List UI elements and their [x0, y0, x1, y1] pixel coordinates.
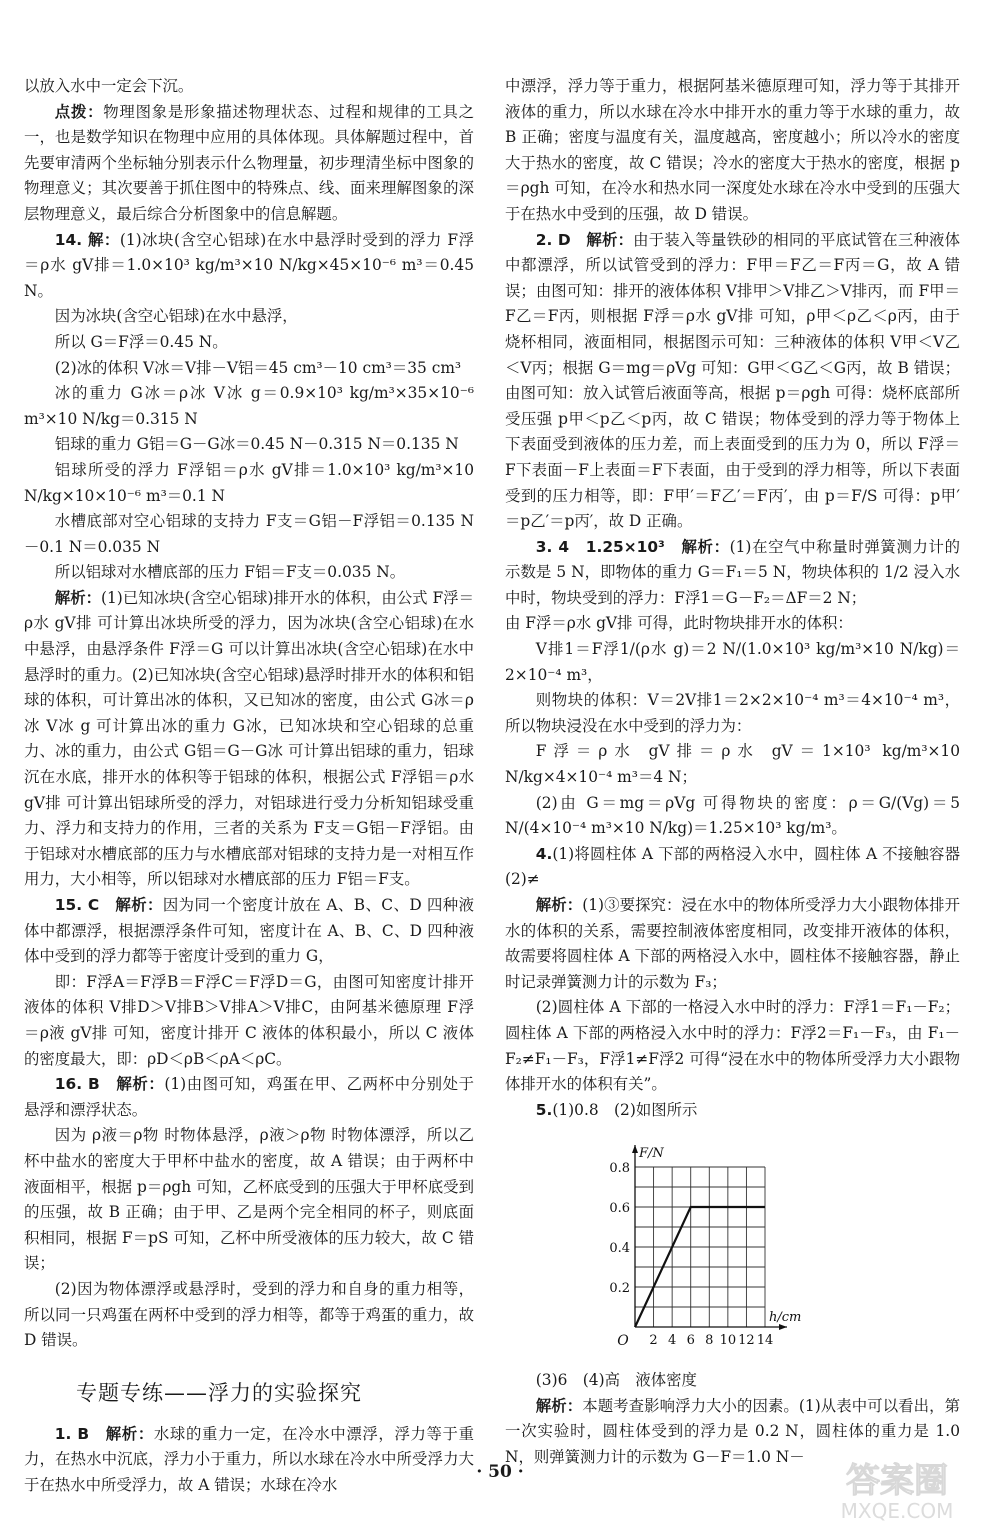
- paragraph-label: 解析：: [535, 896, 583, 914]
- paragraph-text: 由 F浮＝ρ水 gV排 可得，此时物块排开水的体积：: [505, 614, 853, 633]
- paragraph-label: 4.: [535, 844, 553, 863]
- paragraph-l6: [24, 356, 474, 382]
- left-column: [24, 74, 474, 1498]
- paragraph-label: 16. B 解析：: [54, 1075, 165, 1094]
- paragraph-text: 铝球所受的浮力 F浮铝＝ρ水 gV排＝1.0×10³ kg/m³×10 N/kg×10×10⁻⁶ m³＝0.1 N: [24, 460, 474, 505]
- paragraph-text: 物理图象是形象描述物理状态、过程和规律的工具之一，也是数学知识在物理中应用的具体体现。具体解题过程中，首先要审清两个坐标轴分别表示什么物理量，初步理清坐标中图象的物理意义；其次要善于抓住图中的特殊点、线、面来理解图象的深层物理意义，最后综合分析图象中的信息解题。: [24, 102, 474, 223]
- paragraph-l13: [24, 893, 474, 970]
- paragraph-text: 因为冰块(含空心铝球)在水中悬浮，: [54, 307, 298, 326]
- watermark-line2: MXQE.COM: [840, 1499, 954, 1522]
- paragraph-l1: [24, 74, 474, 100]
- paragraph-label: 15. C 解析：: [54, 896, 163, 914]
- right-paragraphs: [505, 74, 976, 1123]
- paragraph-text: 由于装入等量铁砂的相同的平底试管在三种液体中都漂浮，所以试管受到的浮力：F甲＝F乙＝F丙＝G，故 A 错误；由图可知：排开的液体体积 V排甲＞V排乙＞V排丙，而 F甲＝F乙＝F丙，则根据 F浮＝ρ水 gV排 可知，ρ甲＜ρ乙＜ρ丙，由于烧杯相同，液面相同，根据图示可知：三种液体的体积 V甲＜V乙＜V丙；根据 G＝mg＝ρVg 可知：G甲＜G乙＜G丙，故 B 错误；由图可知：放入试管后液面等高，根据 p＝ρgh 可得：烧杯底部所受压强 p甲＜p乙＜p丙，故 C 错误；物体受到的浮力等于物体上下表面受到液体的压力差，而上表面受到的压力为 0，所以 F浮＝F下表面－F上表面＝F下表面，由于受到的浮力相等，所以下表面受到的压力相等，即：F甲′＝F乙′＝F丙′，由 p＝F/S 可得：p甲′＝p乙′＝p丙′，故 D 正确。: [505, 230, 960, 531]
- paragraph-l18: [24, 1422, 474, 1499]
- paragraph-text: (2)因为物体漂浮或悬浮时，受到的浮力和自身的重力相等，所以同一只鸡蛋在两杯中受到的浮力相等，都等于鸡蛋的重力，故 D 错误。: [24, 1279, 474, 1350]
- y-tick-label: 0.8: [609, 1161, 630, 1177]
- y-axis-label: F/N: [639, 1146, 664, 1162]
- paragraph-r10: [505, 893, 960, 995]
- paragraph-r2: [505, 228, 960, 535]
- paragraph-text: 所以铝球对水槽底部的压力 F铝＝F支＝0.035 N。: [54, 563, 406, 582]
- watermark-line1: 答案圈: [846, 1461, 948, 1501]
- paragraph-text: 水球的重力一定，在冷水中漂浮，浮力等于重力，在热水中沉底，浮力小于重力，所以水球在冷水中所受浮力大于在热水中所受浮力，故 A 错误；水球在冷水: [24, 1424, 474, 1494]
- y-axis-arrow: [632, 1145, 638, 1153]
- paragraph-label: 3. 4 1.25×10³ 解析：: [535, 537, 730, 556]
- x-tick-label: 4: [668, 1333, 677, 1349]
- paragraph-text: (1)在空气中称量时弹簧测力计的示数是 5 N，即物体的重力 G＝F₁＝5 N，物块体积的 1/2 浸入水中时，物块受到的浮力：F浮1＝G－F₂＝ΔF＝2 N；: [505, 537, 960, 607]
- paragraph-r4: [505, 611, 960, 637]
- paragraph-text: F浮＝ρ水 gV排＝ρ水 gV＝1×10³ kg/m³×10 N/kg×4×10⁻⁴ m³＝4 N；: [505, 742, 960, 787]
- paragraph-l14: [24, 970, 474, 1072]
- x-tick-label: 6: [686, 1333, 695, 1349]
- x-tick-label: 10: [719, 1333, 737, 1349]
- paragraph-text: (1)冰块(含空心铝球)在水中悬浮时受到的浮力 F浮＝ρ水 gV排＝1.0×10³ kg/m³×10 N/kg×45×10⁻⁶ m³＝0.45 N。: [24, 230, 475, 300]
- paragraph-l5: [24, 330, 474, 356]
- paragraph-r5: [505, 637, 960, 688]
- paragraph-l10: [24, 509, 474, 560]
- paragraph-label: 解析：: [54, 588, 102, 607]
- right-column: [505, 74, 976, 1470]
- paragraph-text: 以放入水中一定会下沉。: [24, 77, 194, 95]
- section-title: 专题专练——浮力的实验探究: [76, 1380, 362, 1405]
- y-tick-label: 0.4: [609, 1241, 630, 1257]
- paragraph-l7: [24, 381, 474, 432]
- paragraph-r6: [505, 688, 960, 739]
- paragraph-text: 冰的重力 G冰＝ρ冰 V冰 g＝0.9×10³ kg/m³×35×10⁻⁶ m³×10 N/kg＝0.315 N: [24, 384, 474, 428]
- paragraph-text: (1)③要探究：浸在水中的物体所受浮力大小跟物体排开水的体积的关系，需要控制液体密度相同，改变排开液体的体积，故需要将圆柱体 A 下部的两格浸入水中，圆柱体不接触容器，静止时记录弹簧测力计的示数为 F₃；: [505, 896, 960, 991]
- paragraph-r3: [505, 535, 960, 612]
- paragraph-l12: [24, 586, 474, 893]
- force-depth-chart: [595, 1127, 960, 1366]
- paragraph-label: 1. B 解析：: [54, 1424, 154, 1443]
- right-after-chart: [505, 1368, 960, 1470]
- x-tick-label: 14: [756, 1333, 774, 1349]
- paragraph-r1: [505, 74, 960, 228]
- paragraph-text: (1)0.8 (2)如图所示: [552, 1100, 698, 1119]
- paragraph-l4: [24, 304, 474, 330]
- paragraph-text: V排1＝F浮1/(ρ水 g)＝2 N/(1.0×10³ kg/m³×10 N/kg)＝2×10⁻⁴ m³，: [505, 640, 960, 684]
- paragraph-label: 5.: [535, 1100, 553, 1119]
- x-tick-label: 12: [738, 1333, 755, 1349]
- paragraph-text: (1)已知冰块(含空心铝球)排开水的体积，由公式 F浮＝ρ水 gV排 可计算出冰块所受的浮力，因为冰块(含空心铝球)在水中悬浮，由悬浮条件 F浮＝G 可以计算出冰块(含空心铝球)在水中悬浮时的重力。(2)已知冰块(含空心铝球)悬浮时排开水的体积和铝球的体积，可计算出冰的体积，又已知冰的密度，由公式 G冰＝ρ冰 V冰 g 可计算出冰的重力 G冰，已知冰块和空心铝球的总重力、冰的重力，由公式 G铝＝G－G冰 可计算出铝球的重力，铝球沉在水底，排开水的体积等于铝球的体积，根据公式 F浮铝＝ρ水 gV排 可计算出铝球所受的浮力，对铝球进行受力分析知铝球受重力、浮力和支持力的作用，三者的关系为 F支＝G铝－F浮铝。由于铝球对水槽底部的压力与水槽底部对铝球的支持力是一对相互作用力，大小相等，所以铝球对水槽底部的压力 F铝＝F支。: [24, 588, 474, 889]
- paragraph-text: (3)6 (4)高 液体密度: [535, 1370, 697, 1389]
- x-axis-label: h/cm: [769, 1310, 802, 1326]
- origin-label: O: [617, 1333, 629, 1350]
- left-after-title: [24, 1422, 474, 1499]
- paragraph-text: (1)由图可知，鸡蛋在甲、乙两杯中分别处于悬浮和漂浮状态。: [24, 1075, 474, 1119]
- paragraph-r12: [505, 1098, 960, 1124]
- paragraph-r11: [505, 995, 960, 1097]
- paragraph-text: 即：F浮A＝F浮B＝F浮C＝F浮D＝G，由图可知密度计排开液体的体积 V排D＞V排B＞V排A＞V排C，由阿基米德原理 F浮＝ρ液 gV排 可知，密度计排开 C 液体的体积最小，所以 C 液体的密度最大，即：ρD＜ρB＜ρA＜ρC。: [24, 972, 474, 1068]
- x-tick-label: 8: [705, 1333, 714, 1349]
- page-number: · 50 ·: [476, 1462, 524, 1482]
- paragraph-label: 解析：: [535, 1396, 583, 1415]
- paragraph-text: 所以 G＝F浮＝0.45 N。: [54, 332, 228, 351]
- paragraph-l15: [24, 1072, 474, 1123]
- paragraph-l11: [24, 560, 474, 586]
- paragraph-l2: [24, 100, 474, 228]
- left-paragraphs: [24, 74, 474, 1354]
- y-tick-label: 0.6: [609, 1201, 630, 1217]
- y-tick-label: 0.2: [609, 1281, 630, 1297]
- chart-svg: [595, 1127, 825, 1357]
- paragraph-text: 因为 ρ液＝ρ物 时物体悬浮，ρ液＞ρ物 时物体漂浮，所以乙杯中盐水的密度大于甲杯中盐水的密度，故 A 错误；由于两杯中液面相平，根据 p＝ρgh 可知，乙杯底受到的压强大于甲杯底受到的压强，故 B 正确；由于甲、乙是两个完全相同的杯子，则底面积相同，根据 F＝pS 可知，乙杯中所受液体的压力较大，故 C 错误；: [24, 1126, 474, 1273]
- paragraph-text: 本题考查影响浮力大小的因素。(1)从表中可以看出，第一次实验时，圆柱体受到的浮力是 0.2 N，圆柱体的重力是 1.0 N，则弹簧测力计的示数为 G－F＝1.0 N－: [505, 1396, 960, 1466]
- paragraph-text: (2)冰的体积 V冰＝V排－V铝＝45 cm³－10 cm³＝35 cm³: [54, 358, 462, 377]
- paragraph-l17: [24, 1277, 474, 1354]
- x-tick-label: 2: [649, 1333, 658, 1349]
- paragraph-text: 中漂浮，浮力等于重力，根据阿基米德原理可知，浮力等于其排开液体的重力，所以水球在冷水中排开水的重力等于水球的重力，故 B 正确；密度与温度有关，温度越高，密度越小；所以冷水的密度大于热水的密度，故 C 错误；冷水的密度大于热水的密度，根据 p＝ρgh 可知，在冷水和热水同一深度处水球在冷水中受到的压强大于在热水中受到的压强，故 D 错误。: [505, 77, 960, 223]
- paragraph-text: 则物块的体积：V＝2V排1＝2×2×10⁻⁴ m³＝4×10⁻⁴ m³，所以物块浸没在水中受到的浮力为：: [505, 691, 960, 735]
- paragraph-l3: [24, 228, 474, 305]
- paragraph-l9: [24, 458, 474, 509]
- paragraph-label: 2. D 解析：: [535, 230, 634, 249]
- paragraph-r7: [505, 739, 960, 790]
- paragraph-text: 铝球的重力 G铝＝G－G冰＝0.45 N－0.315 N＝0.135 N: [54, 435, 459, 454]
- paragraph-text: (2)圆柱体 A 下部的一格浸入水中时的浮力：F浮1＝F₁－F₂；圆柱体 A 下部的两格浸入水中时的浮力：F浮2＝F₁－F₃，由 F₁－F₂≠F₁－F₃，F浮1≠F浮2 可得“浸在水中的物体所受浮力大小跟物体排开水的体积有关”。: [505, 998, 960, 1094]
- paragraph-r9: [505, 842, 976, 893]
- watermark-logo: [812, 1458, 982, 1522]
- paragraph-r8: [505, 791, 960, 842]
- paragraph-text: 水槽底部对空心铝球的支持力 F支＝G铝－F浮铝＝0.135 N－0.1 N＝0.035 N: [24, 512, 474, 556]
- paragraph-r13: [505, 1368, 960, 1394]
- paragraph-label: 点拨：: [54, 102, 104, 121]
- paragraph-text: 因为同一个密度计放在 A、B、C、D 四种液体中都漂浮，根据漂浮条件可知，密度计在 A、B、C、D 四种液体中受到的浮力都等于密度计受到的重力 G，: [24, 896, 475, 966]
- paragraph-l8: [24, 432, 474, 458]
- paragraph-text: (2)由 G＝mg＝ρVg 可得物块的密度：ρ＝G/(Vg)＝5 N/(4×10⁻⁴ m³×10 N/kg)＝1.25×10³ kg/m³。: [505, 793, 960, 838]
- paragraph-l16: [24, 1123, 474, 1277]
- paragraph-text: (1)将圆柱体 A 下部的两格浸入水中，圆柱体 A 不接触容器 (2)≠: [505, 844, 976, 889]
- paragraph-label: 14. 解：: [54, 230, 120, 249]
